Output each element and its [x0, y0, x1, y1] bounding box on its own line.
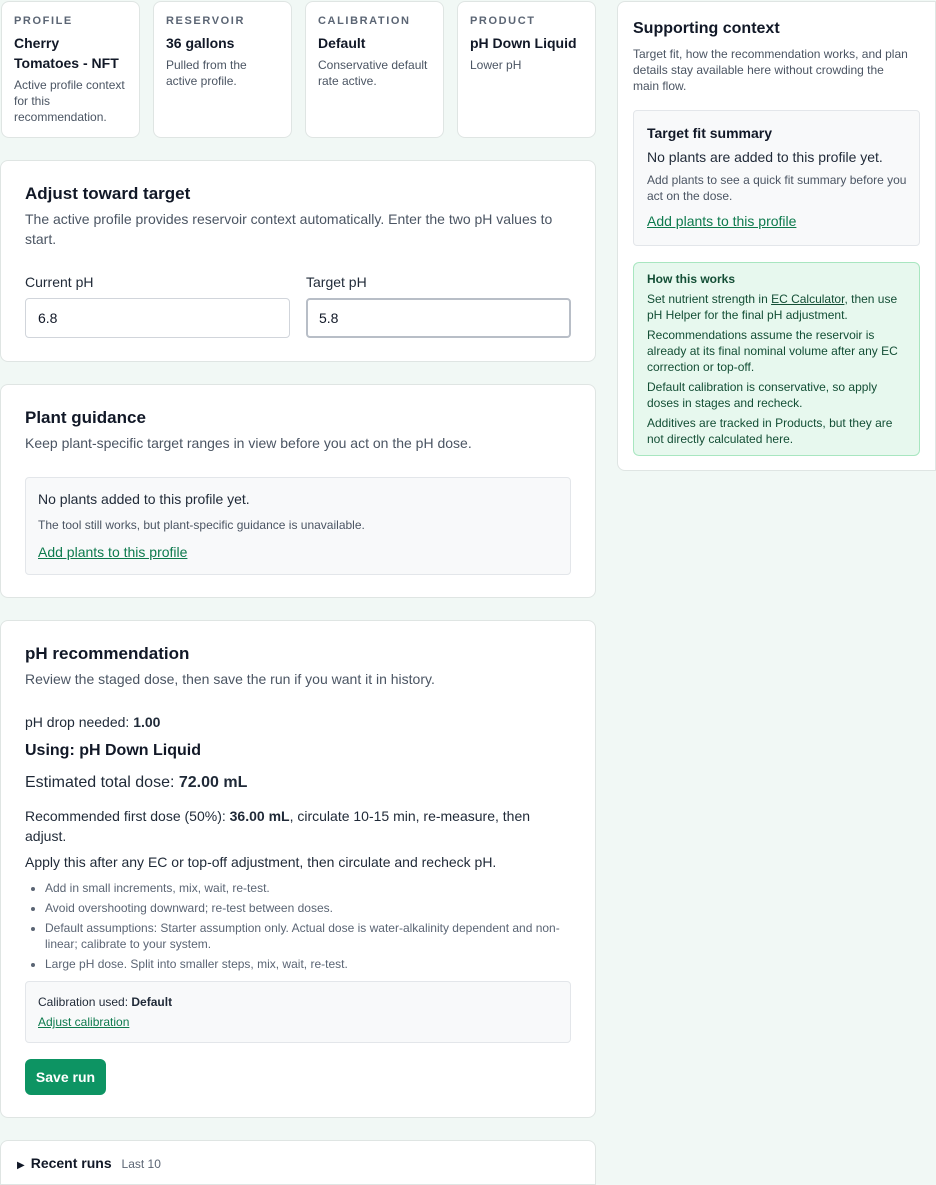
target-ph-input[interactable]: [306, 298, 571, 338]
product-value: pH Down Liquid: [470, 35, 577, 51]
guidance-title: Plant guidance: [25, 408, 146, 427]
triangle-right-icon: ▶: [17, 1160, 25, 1171]
bullet-item: • Avoid overshooting downward; re-test between doses.: [45, 900, 565, 916]
product-label: PRODUCT: [470, 15, 536, 27]
recent-runs-header: [17, 1155, 161, 1171]
recommendation-panel: [0, 620, 596, 1118]
reservoir-value: 36 gallons: [166, 35, 235, 51]
recommendation-title: pH recommendation: [25, 644, 190, 663]
target-ph-label: Target pH: [306, 274, 367, 290]
bullet-item: • Default assumptions: Starter assumption only. Actual dose is water-alkalinity dependent and non-linear; calibrate to your system.: [45, 920, 565, 952]
guidance-desc: Keep plant-specific target ranges in view before you act on the pH dose.: [25, 435, 472, 451]
total-dose-line: [25, 774, 247, 792]
first-dose-value: 36.00 mL: [229, 808, 290, 824]
target-fit-title: Target fit summary: [647, 125, 772, 141]
total-dose-value: 72.00 mL: [178, 774, 248, 791]
recent-runs-toggle[interactable]: [0, 1140, 596, 1185]
save-run-button[interactable]: Save run: [25, 1059, 106, 1095]
apply-note: Apply this after any EC or top-off adjustment, then circulate and recheck pH.: [25, 854, 497, 870]
how-item: [647, 291, 906, 323]
how-item: Recommendations assume the reservoir is already at its final nominal volume after any EC correction or top-off.: [647, 328, 898, 374]
target-fit-box: [633, 110, 920, 246]
bullet-item: • Add in small increments, mix, wait, re-test.: [45, 880, 565, 896]
first-dose-line: [25, 806, 565, 846]
total-dose-label: Estimated total dose:: [25, 774, 179, 791]
reservoir-sub: Pulled from the active profile.: [166, 58, 247, 88]
adjust-calibration-link[interactable]: Adjust calibration: [38, 1015, 130, 1029]
recommendation-desc: Review the staged dose, then save the run if you want it in history.: [25, 671, 435, 687]
profile-value: Cherry Tomatoes - NFT: [14, 35, 119, 71]
product-sub: Lower pH: [470, 58, 522, 72]
reservoir-label: RESERVOIR: [166, 15, 245, 27]
calibration-value: Default: [318, 35, 366, 51]
using-product: Using: pH Down Liquid: [25, 742, 201, 759]
ph-drop-value: 1.00: [133, 714, 161, 730]
current-ph-input[interactable]: [25, 298, 290, 338]
current-ph-label: Current pH: [25, 274, 94, 290]
bullet-item: • Large pH dose. Split into smaller steps, mix, wait, re-test.: [45, 956, 565, 972]
profile-sub: Active profile context for this recommendation.: [14, 78, 125, 124]
supporting-context-sidebar: [617, 1, 936, 471]
adjust-panel: [0, 160, 596, 362]
target-fit-empty: No plants are added to this profile yet.: [647, 149, 883, 165]
sidebar-title: Supporting context: [633, 20, 780, 37]
target-fit-desc: Add plants to see a quick fit summary before you act on the dose.: [647, 173, 907, 203]
calibration-card: [305, 1, 444, 138]
adjust-desc: The active profile provides reservoir context automatically. Enter the two pH values to start.: [25, 211, 553, 247]
how-item: Additives are tracked in Products, but they are not directly calculated here.: [647, 416, 893, 446]
guidance-empty-desc: The tool still works, but plant-specific guidance is unavailable.: [38, 518, 365, 532]
profile-card: [1, 1, 140, 138]
calibration-label: CALIBRATION: [318, 15, 411, 27]
reservoir-card: [153, 1, 292, 138]
how-item: Default calibration is conservative, so apply doses in stages and recheck.: [647, 380, 878, 410]
adjust-title: Adjust toward target: [25, 184, 191, 203]
first-dose-label: Recommended first dose (50%):: [25, 808, 230, 824]
add-plants-link[interactable]: Add plants to this profile: [38, 544, 188, 560]
calibration-used-line: [38, 995, 172, 1009]
product-card: [457, 1, 596, 138]
how-title: How this works: [647, 272, 736, 286]
how-item-text: , then use pH Helper for the final pH adjustment.: [647, 292, 898, 322]
recent-runs-sub: Last 10: [121, 1157, 161, 1171]
guidance-empty-box: [25, 477, 571, 575]
profile-label: PROFILE: [14, 15, 73, 27]
calibration-used-label: Calibration used:: [38, 995, 132, 1009]
calibration-used-value: Default: [131, 995, 173, 1009]
calibration-sub: Conservative default rate active.: [318, 58, 428, 88]
guidance-bullets: [25, 880, 565, 976]
ph-drop-line: [25, 714, 160, 730]
first-dose-rest: , circulate 10-15 min, re-measure, then adjust.: [25, 808, 531, 844]
guidance-panel: [0, 384, 596, 598]
calibration-used-box: [25, 981, 571, 1043]
sidebar-add-plants-link[interactable]: Add plants to this profile: [647, 213, 797, 229]
how-item-text: Set nutrient strength in: [647, 292, 772, 306]
recent-runs-title: Recent runs: [30, 1155, 112, 1171]
ec-calculator-link[interactable]: EC Calculator: [771, 292, 845, 306]
sidebar-desc: Target fit, how the recommendation works, and plan details stay available here without crowding the main flow.: [633, 47, 908, 93]
guidance-empty-title: No plants added to this profile yet.: [38, 491, 250, 507]
how-this-works-box: [633, 262, 920, 456]
ph-drop-label: pH drop needed:: [25, 714, 134, 730]
